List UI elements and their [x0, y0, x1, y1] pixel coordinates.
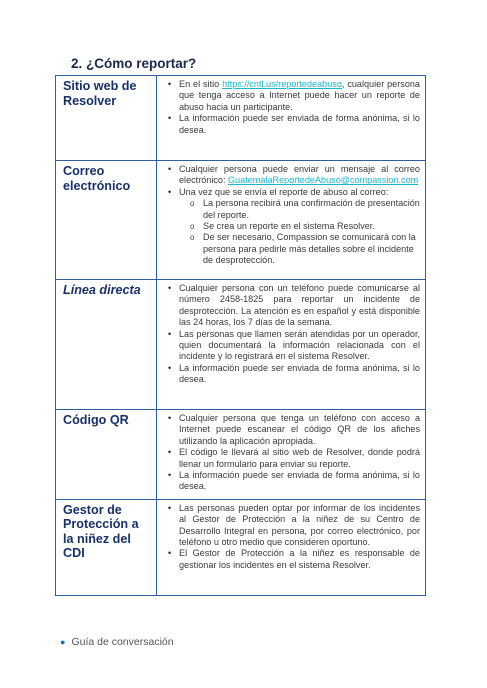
- channel-label: Sitio web de Resolver: [56, 76, 157, 161]
- channel-label: Línea directa: [56, 280, 157, 410]
- list-item: [179, 503, 420, 549]
- sub-list-item: o Se crea un reporte en el sistema Resolver.: [203, 221, 420, 232]
- sub-list-item: o La persona recibirá una confirmación de presentación del reporte.: [203, 198, 420, 221]
- bullet-text: Las personas que llamen serán atendidas por un operador, quien documentará la información relacionada con el incidente y lo registrará en el sistema Resolver.: [179, 328, 420, 362]
- reporting-channels-table: [55, 75, 426, 596]
- list-item: [179, 413, 420, 447]
- list-item: [179, 363, 420, 386]
- bullet-text: La información puede ser enviada de forma anónima, si lo desea.: [179, 113, 420, 135]
- table-row: [56, 499, 426, 595]
- footer-text: Guía de conversación: [71, 636, 174, 648]
- channel-label: Código QR: [56, 410, 157, 500]
- channel-label: Gestor de Protección a la niñez del CDI: [56, 499, 157, 595]
- section-heading: 2. ¿Cómo reportar?: [71, 56, 197, 71]
- bullet-text: Las personas pueden optar por informar de los incidentes al Gestor de Protección a la niñez de su Centro de Desarrollo Integral en persona, por correo electrónico, por teléfono u otro medio que consideren oportuno.: [179, 502, 420, 548]
- list-item: [179, 329, 420, 363]
- bullet-list: [165, 413, 420, 493]
- contact-link[interactable]: GuatemalaReportedeAbuso@compassion.com: [228, 175, 419, 186]
- channel-label: Correo electrónico: [56, 161, 157, 280]
- channel-description: [157, 410, 426, 500]
- bullet-text: Cualquier persona puede enviar un mensaje al correo electrónico:: [179, 164, 420, 186]
- table-row: [56, 280, 426, 410]
- list-item: [179, 470, 420, 493]
- list-item: [179, 447, 420, 470]
- channel-description: [157, 499, 426, 595]
- bullet-text: El Gestor de Protección a la niñez es responsable de gestionar los incidentes en el sistema Resolver.: [179, 548, 420, 570]
- list-item: [179, 187, 420, 267]
- page-footer: [60, 636, 174, 648]
- bullet-text: El código le llevará al sitio web de Resolver, donde podrá llenar un formulario para enviar su reporte.: [179, 447, 420, 469]
- contact-link[interactable]: https://cntl.us/reportedeabuso: [222, 79, 342, 89]
- table-row: [56, 76, 426, 161]
- bullet-list: [165, 164, 420, 267]
- channel-description: [157, 280, 426, 410]
- bullet-text: La información puede ser enviada de forma anónima, si lo desea.: [179, 362, 420, 385]
- channel-description: [157, 161, 426, 280]
- bullet-text: La información puede ser enviada de forma anónima, si lo desea.: [179, 470, 420, 492]
- bullet-text: Una vez que se envía el reporte de abuso al correo:: [179, 186, 389, 197]
- sub-bullet-list: [179, 198, 420, 266]
- bullet-text: , cualquier persona que tenga acceso a Internet puede hacer un reporte de abuso hacia un participante.: [179, 79, 420, 112]
- bullet-text: Cualquier persona que tenga un teléfono con acceso a Internet puede escanear el código QR de los afiches utilizando la aplicación apropiada.: [179, 413, 420, 446]
- bullet-list: [165, 79, 420, 136]
- sub-list-item: o De ser necesario, Compassion se comunicará con la persona para pedirle más detalles sobre el incidente de desprotección.: [203, 232, 420, 266]
- list-item: [179, 79, 420, 113]
- list-item: [179, 548, 420, 571]
- table-row: [56, 410, 426, 500]
- channel-description: [157, 76, 426, 161]
- footer-bullet-icon: ●: [60, 637, 66, 647]
- table-row: [56, 161, 426, 280]
- bullet-text: Cualquier persona con un teléfono puede comunicarse al número 2458-1825 para reportar un incidente de desprotección. La atención es en español y está disponible las 24 horas, los 7 días de la semana.: [179, 283, 420, 328]
- bullet-list: [165, 503, 420, 571]
- bullet-list: [165, 283, 420, 386]
- list-item: [179, 113, 420, 136]
- list-item: [179, 164, 420, 187]
- list-item: [179, 283, 420, 329]
- bullet-text: En el sitio: [179, 79, 223, 89]
